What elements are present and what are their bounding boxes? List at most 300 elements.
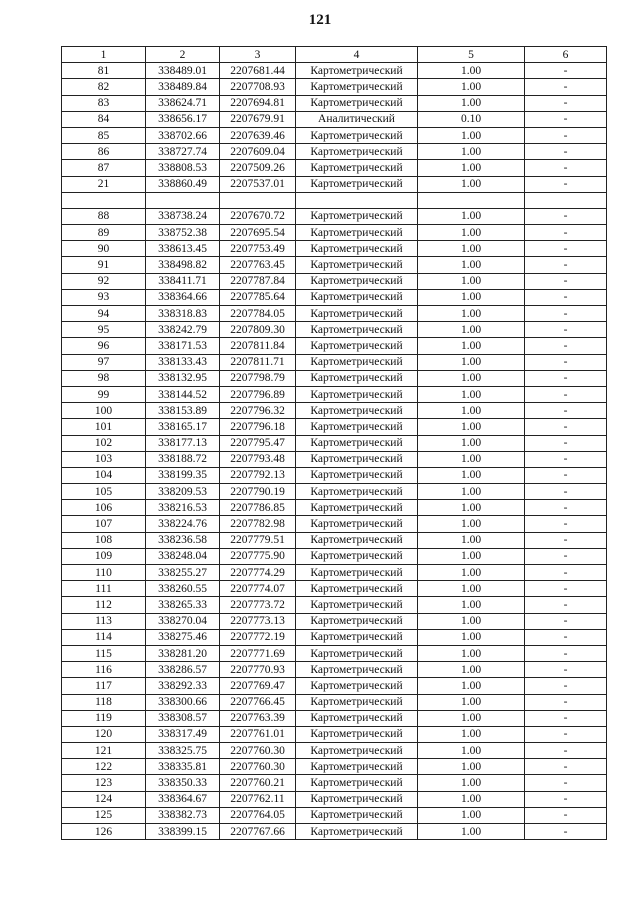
note-cell: - [525,581,607,597]
note-cell: - [525,743,607,759]
header-cell-2: 2 [146,47,220,63]
method-cell: Картометрический [296,419,418,435]
note-cell: - [525,225,607,241]
accuracy-cell: 1.00 [418,63,525,79]
method-cell: Картометрический [296,565,418,581]
accuracy-cell: 1.00 [418,322,525,338]
accuracy-cell: 1.00 [418,144,525,160]
point-number-cell: 112 [62,597,146,613]
note-cell: - [525,791,607,807]
y-coordinate-cell: 2207773.72 [220,597,296,613]
method-cell: Картометрический [296,775,418,791]
note-cell: - [525,354,607,370]
y-coordinate-cell: 2207766.45 [220,694,296,710]
point-number-cell: 95 [62,322,146,338]
accuracy-cell: 1.00 [418,289,525,305]
y-coordinate-cell: 2207771.69 [220,645,296,661]
table-header-row [62,47,607,63]
method-cell: Картометрический [296,354,418,370]
x-coordinate-cell: 338350.33 [146,775,220,791]
accuracy-cell: 1.00 [418,354,525,370]
point-number-cell: 85 [62,127,146,143]
table-row [62,322,607,338]
table-row [62,532,607,548]
x-coordinate-cell: 338224.76 [146,516,220,532]
point-number-cell: 103 [62,451,146,467]
y-coordinate-cell: 2207796.18 [220,419,296,435]
table-row [62,160,607,176]
table-row [62,597,607,613]
x-coordinate-cell: 338236.58 [146,532,220,548]
note-cell: - [525,63,607,79]
y-coordinate-cell: 2207769.47 [220,678,296,694]
x-coordinate-cell: 338265.33 [146,597,220,613]
point-number-cell: 110 [62,565,146,581]
x-coordinate-cell: 338624.71 [146,95,220,111]
method-cell: Картометрический [296,613,418,629]
method-cell: Картометрический [296,791,418,807]
coordinates-table [61,46,607,840]
y-coordinate-cell: 2207760.21 [220,775,296,791]
note-cell: - [525,516,607,532]
method-cell: Картометрический [296,662,418,678]
note-cell: - [525,289,607,305]
point-number-cell: 21 [62,176,146,192]
accuracy-cell: 1.00 [418,403,525,419]
accuracy-cell: 1.00 [418,386,525,402]
header-cell-1: 1 [62,47,146,63]
point-number-cell: 90 [62,241,146,257]
x-coordinate-cell: 338399.15 [146,824,220,840]
note-cell [525,192,607,208]
x-coordinate-cell: 338275.46 [146,629,220,645]
accuracy-cell: 1.00 [418,241,525,257]
y-coordinate-cell: 2207796.32 [220,403,296,419]
point-number-cell: 125 [62,807,146,823]
note-cell: - [525,386,607,402]
y-coordinate-cell: 2207708.93 [220,79,296,95]
x-coordinate-cell: 338209.53 [146,484,220,500]
header-cell-4: 4 [296,47,418,63]
table-row [62,435,607,451]
y-coordinate-cell: 2207763.39 [220,710,296,726]
note-cell: - [525,370,607,386]
point-number-cell: 124 [62,791,146,807]
y-coordinate-cell: 2207785.64 [220,289,296,305]
accuracy-cell: 1.00 [418,694,525,710]
table-row [62,775,607,791]
y-coordinate-cell: 2207793.48 [220,451,296,467]
note-cell: - [525,273,607,289]
x-coordinate-cell: 338318.83 [146,306,220,322]
accuracy-cell: 1.00 [418,500,525,516]
method-cell: Картометрический [296,824,418,840]
table-row [62,467,607,483]
table-row [62,225,607,241]
table-row [62,807,607,823]
header-cell-5: 5 [418,47,525,63]
point-number-cell: 91 [62,257,146,273]
accuracy-cell: 1.00 [418,273,525,289]
note-cell: - [525,176,607,192]
accuracy-cell: 1.00 [418,581,525,597]
accuracy-cell: 1.00 [418,678,525,694]
point-number-cell: 113 [62,613,146,629]
y-coordinate-cell: 2207639.46 [220,127,296,143]
y-coordinate-cell: 2207762.11 [220,791,296,807]
accuracy-cell: 1.00 [418,160,525,176]
point-number-cell: 109 [62,548,146,564]
note-cell: - [525,144,607,160]
x-coordinate-cell: 338199.35 [146,467,220,483]
y-coordinate-cell: 2207679.91 [220,111,296,127]
accuracy-cell: 1.00 [418,662,525,678]
table-row [62,79,607,95]
x-coordinate-cell: 338188.72 [146,451,220,467]
table-row [62,613,607,629]
y-coordinate-cell: 2207782.98 [220,516,296,532]
note-cell: - [525,694,607,710]
table-row [62,629,607,645]
accuracy-cell: 1.00 [418,306,525,322]
y-coordinate-cell: 2207772.19 [220,629,296,645]
point-number-cell: 126 [62,824,146,840]
note-cell: - [525,435,607,451]
method-cell: Картометрический [296,273,418,289]
table-row [62,694,607,710]
note-cell: - [525,597,607,613]
method-cell: Картометрический [296,176,418,192]
point-number-cell: 96 [62,338,146,354]
method-cell: Картометрический [296,435,418,451]
x-coordinate-cell: 338144.52 [146,386,220,402]
note-cell: - [525,451,607,467]
point-number-cell: 101 [62,419,146,435]
x-coordinate-cell: 338281.20 [146,645,220,661]
x-coordinate-cell: 338133.43 [146,354,220,370]
point-number-cell: 94 [62,306,146,322]
accuracy-cell: 0.10 [418,111,525,127]
x-coordinate-cell: 338364.67 [146,791,220,807]
note-cell: - [525,565,607,581]
point-number-cell: 111 [62,581,146,597]
accuracy-cell: 1.00 [418,775,525,791]
note-cell: - [525,645,607,661]
table-row [62,111,607,127]
method-cell: Картометрический [296,95,418,111]
accuracy-cell: 1.00 [418,629,525,645]
accuracy-cell: 1.00 [418,743,525,759]
table-row [62,338,607,354]
accuracy-cell: 1.00 [418,435,525,451]
x-coordinate-cell [146,192,220,208]
y-coordinate-cell: 2207695.54 [220,225,296,241]
table-row [62,127,607,143]
table-row [62,354,607,370]
y-coordinate-cell: 2207790.19 [220,484,296,500]
accuracy-cell: 1.00 [418,645,525,661]
note-cell: - [525,95,607,111]
y-coordinate-cell: 2207537.01 [220,176,296,192]
accuracy-cell: 1.00 [418,597,525,613]
table-row [62,176,607,192]
y-coordinate-cell: 2207779.51 [220,532,296,548]
point-number-cell: 81 [62,63,146,79]
method-cell: Картометрический [296,548,418,564]
method-cell: Картометрический [296,484,418,500]
y-coordinate-cell: 2207795.47 [220,435,296,451]
x-coordinate-cell: 338752.38 [146,225,220,241]
point-number-cell: 86 [62,144,146,160]
y-coordinate-cell: 2207753.49 [220,241,296,257]
accuracy-cell: 1.00 [418,419,525,435]
method-cell: Картометрический [296,338,418,354]
y-coordinate-cell: 2207760.30 [220,743,296,759]
point-number-cell: 123 [62,775,146,791]
method-cell: Аналитический [296,111,418,127]
note-cell: - [525,613,607,629]
table-row [62,208,607,224]
table-row [62,678,607,694]
table-row [62,581,607,597]
y-coordinate-cell: 2207809.30 [220,322,296,338]
table-row [62,273,607,289]
table-row [62,759,607,775]
method-cell: Картометрический [296,160,418,176]
y-coordinate-cell: 2207775.90 [220,548,296,564]
table-row [62,645,607,661]
x-coordinate-cell: 338727.74 [146,144,220,160]
point-number-cell: 87 [62,160,146,176]
method-cell: Картометрический [296,257,418,273]
point-number-cell: 100 [62,403,146,419]
x-coordinate-cell: 338738.24 [146,208,220,224]
x-coordinate-cell: 338489.84 [146,79,220,95]
accuracy-cell: 1.00 [418,79,525,95]
table-row [62,386,607,402]
note-cell: - [525,467,607,483]
y-coordinate-cell: 2207792.13 [220,467,296,483]
note-cell: - [525,759,607,775]
point-number-cell: 92 [62,273,146,289]
note-cell: - [525,322,607,338]
note-cell: - [525,208,607,224]
point-number-cell: 89 [62,225,146,241]
method-cell: Картометрический [296,581,418,597]
table-row [62,144,607,160]
note-cell: - [525,306,607,322]
point-number-cell: 104 [62,467,146,483]
x-coordinate-cell: 338255.27 [146,565,220,581]
page-number: 121 [308,12,332,28]
accuracy-cell: 1.00 [418,225,525,241]
note-cell: - [525,257,607,273]
y-coordinate-cell [220,192,296,208]
y-coordinate-cell: 2207760.30 [220,759,296,775]
note-cell: - [525,726,607,742]
point-number-cell: 116 [62,662,146,678]
x-coordinate-cell: 338860.49 [146,176,220,192]
x-coordinate-cell: 338132.95 [146,370,220,386]
method-cell: Картометрический [296,127,418,143]
point-number-cell: 119 [62,710,146,726]
y-coordinate-cell: 2207763.45 [220,257,296,273]
x-coordinate-cell: 338498.82 [146,257,220,273]
x-coordinate-cell: 338242.79 [146,322,220,338]
accuracy-cell: 1.00 [418,532,525,548]
point-number-cell: 99 [62,386,146,402]
method-cell: Картометрический [296,322,418,338]
point-number-cell: 114 [62,629,146,645]
table-row [62,743,607,759]
note-cell: - [525,775,607,791]
method-cell [296,192,418,208]
point-number-cell: 97 [62,354,146,370]
method-cell: Картометрический [296,678,418,694]
method-cell: Картометрический [296,500,418,516]
table-row [62,710,607,726]
method-cell: Картометрический [296,451,418,467]
x-coordinate-cell: 338260.55 [146,581,220,597]
table-row [62,403,607,419]
method-cell: Картометрический [296,306,418,322]
note-cell: - [525,548,607,564]
method-cell: Картометрический [296,726,418,742]
method-cell: Картометрический [296,694,418,710]
table-row [62,370,607,386]
accuracy-cell: 1.00 [418,548,525,564]
x-coordinate-cell: 338171.53 [146,338,220,354]
method-cell: Картометрический [296,63,418,79]
y-coordinate-cell: 2207811.84 [220,338,296,354]
y-coordinate-cell: 2207786.85 [220,500,296,516]
point-number-cell: 105 [62,484,146,500]
accuracy-cell: 1.00 [418,710,525,726]
y-coordinate-cell: 2207796.89 [220,386,296,402]
accuracy-cell: 1.00 [418,257,525,273]
table-row [62,63,607,79]
y-coordinate-cell: 2207694.81 [220,95,296,111]
note-cell: - [525,662,607,678]
method-cell: Картометрический [296,629,418,645]
accuracy-cell: 1.00 [418,516,525,532]
note-cell: - [525,629,607,645]
point-number-cell: 83 [62,95,146,111]
point-number-cell: 93 [62,289,146,305]
x-coordinate-cell: 338382.73 [146,807,220,823]
method-cell: Картометрический [296,710,418,726]
note-cell: - [525,500,607,516]
header-cell-3: 3 [220,47,296,63]
x-coordinate-cell: 338411.71 [146,273,220,289]
x-coordinate-cell: 338286.57 [146,662,220,678]
y-coordinate-cell: 2207509.26 [220,160,296,176]
accuracy-cell: 1.00 [418,824,525,840]
x-coordinate-cell: 338300.66 [146,694,220,710]
y-coordinate-cell: 2207670.72 [220,208,296,224]
accuracy-cell: 1.00 [418,467,525,483]
method-cell: Картометрический [296,532,418,548]
method-cell: Картометрический [296,743,418,759]
table-row [62,257,607,273]
y-coordinate-cell: 2207609.04 [220,144,296,160]
note-cell: - [525,127,607,143]
table-row [62,241,607,257]
point-number-cell: 102 [62,435,146,451]
x-coordinate-cell: 338325.75 [146,743,220,759]
accuracy-cell: 1.00 [418,791,525,807]
method-cell: Картометрический [296,370,418,386]
y-coordinate-cell: 2207764.05 [220,807,296,823]
accuracy-cell: 1.00 [418,759,525,775]
y-coordinate-cell: 2207770.93 [220,662,296,678]
method-cell: Картометрический [296,144,418,160]
method-cell: Картометрический [296,516,418,532]
table-separator-row [62,192,607,208]
method-cell: Картометрический [296,225,418,241]
x-coordinate-cell: 338613.45 [146,241,220,257]
note-cell: - [525,678,607,694]
table-row [62,484,607,500]
method-cell: Картометрический [296,645,418,661]
table-row [62,662,607,678]
x-coordinate-cell: 338702.66 [146,127,220,143]
method-cell: Картометрический [296,597,418,613]
y-coordinate-cell: 2207774.07 [220,581,296,597]
accuracy-cell: 1.00 [418,127,525,143]
note-cell: - [525,338,607,354]
table-row [62,548,607,564]
y-coordinate-cell: 2207798.79 [220,370,296,386]
accuracy-cell: 1.00 [418,370,525,386]
table-row [62,289,607,305]
table-row [62,791,607,807]
accuracy-cell: 1.00 [418,613,525,629]
table-row [62,451,607,467]
point-number-cell: 88 [62,208,146,224]
x-coordinate-cell: 338153.89 [146,403,220,419]
x-coordinate-cell: 338808.53 [146,160,220,176]
x-coordinate-cell: 338364.66 [146,289,220,305]
accuracy-cell: 1.00 [418,208,525,224]
accuracy-cell: 1.00 [418,565,525,581]
point-number-cell: 117 [62,678,146,694]
accuracy-cell: 1.00 [418,338,525,354]
header-cell-6: 6 [525,47,607,63]
method-cell: Картометрический [296,759,418,775]
note-cell: - [525,79,607,95]
point-number-cell: 108 [62,532,146,548]
table-row [62,824,607,840]
table-body [62,63,607,840]
method-cell: Картометрический [296,208,418,224]
method-cell: Картометрический [296,386,418,402]
table-row [62,419,607,435]
x-coordinate-cell: 338317.49 [146,726,220,742]
point-number-cell [62,192,146,208]
point-number-cell: 106 [62,500,146,516]
accuracy-cell [418,192,525,208]
table-row [62,500,607,516]
method-cell: Картометрический [296,807,418,823]
y-coordinate-cell: 2207767.66 [220,824,296,840]
x-coordinate-cell: 338489.01 [146,63,220,79]
accuracy-cell: 1.00 [418,726,525,742]
x-coordinate-cell: 338292.33 [146,678,220,694]
x-coordinate-cell: 338177.13 [146,435,220,451]
point-number-cell: 84 [62,111,146,127]
x-coordinate-cell: 338248.04 [146,548,220,564]
